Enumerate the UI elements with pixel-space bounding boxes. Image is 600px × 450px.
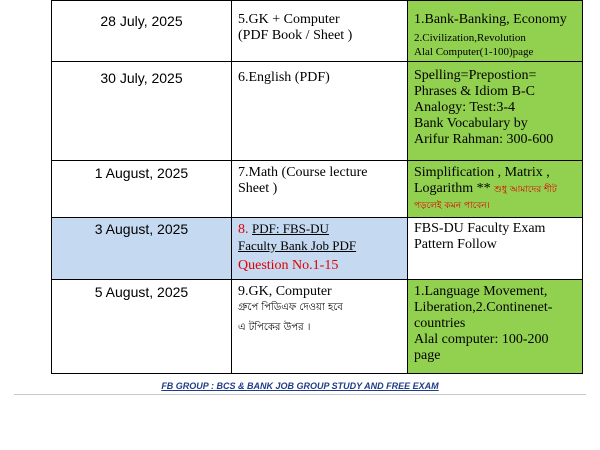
date-cell: 1 August, 2025 — [52, 161, 232, 218]
table-row — [52, 62, 583, 161]
date-cell: 5 August, 2025 — [52, 280, 232, 374]
table-row — [52, 161, 583, 218]
topic-line: Pattern Follow — [414, 237, 497, 252]
table-row — [52, 280, 583, 374]
material-line: 9.GK, Computer — [238, 284, 332, 299]
topic-line: Analogy: Test:3-4 — [414, 100, 516, 115]
material-cell — [232, 62, 408, 161]
topic-cell — [408, 218, 583, 280]
topic-cell — [408, 1, 583, 62]
material-cell — [232, 161, 408, 218]
topic-cell — [408, 62, 583, 161]
topic-line: page — [414, 348, 441, 363]
topic-cell — [408, 161, 583, 218]
table-row — [52, 218, 583, 280]
topic-text: Logarithm ** — [414, 181, 491, 196]
date-cell: 3 August, 2025 — [52, 218, 232, 280]
material-number: 8. — [238, 222, 249, 237]
topic-cell — [408, 280, 583, 374]
topic-line: Liberation,2.Continenet- — [414, 300, 553, 315]
material-cell — [232, 218, 408, 280]
topic-line: 1.Bank-Banking, Economy — [414, 12, 567, 27]
topic-note-bengali: শুধু আমাদের শীট — [494, 185, 557, 195]
topic-line-mixed — [414, 181, 576, 198]
topic-line: countries — [414, 316, 466, 331]
topic-line: Bank Vocabulary by — [414, 116, 528, 131]
date-cell: 30 July, 2025 — [52, 62, 232, 161]
topic-line: Alal Computer(1-100)page — [414, 46, 534, 58]
topic-line: FBS-DU Faculty Exam — [414, 221, 546, 236]
material-line: Sheet ) — [238, 181, 278, 196]
material-cell — [232, 280, 408, 374]
topic-line: Simplification , Matrix , — [414, 165, 550, 180]
topic-line: Alal computer: 100-200 — [414, 332, 549, 347]
topic-line: 2.Civilization,Revolution — [414, 32, 526, 44]
material-line: (PDF Book / Sheet ) — [238, 28, 353, 43]
topic-line: Phrases & Idiom B-C — [414, 84, 535, 99]
topic-line: Arifur Rahman: 300-600 — [414, 132, 554, 147]
material-cell — [232, 1, 408, 62]
topic-note-bengali: পড়লেই কমন পাবেন। — [414, 201, 490, 211]
material-line-bengali: গ্রুপে পিডিএফ দেওয়া হবে — [238, 302, 343, 313]
schedule-table — [51, 0, 583, 374]
topic-line: 1.Language Movement, — [414, 284, 548, 299]
table-row — [52, 1, 583, 62]
topic-line: Spelling=Prepostion= — [414, 68, 537, 83]
material-line: 6.English (PDF) — [238, 70, 330, 85]
material-line: 7.Math (Course lecture — [238, 165, 368, 180]
material-line: 5.GK + Computer — [238, 12, 340, 27]
footer-banner: FB GROUP : BCS & BANK JOB GROUP STUDY AND FREE EXAM — [14, 378, 586, 395]
date-cell: 28 July, 2025 — [52, 1, 232, 62]
material-line-bengali: এ টপিকের উপর । — [238, 322, 311, 333]
material-line: Question No.1-15 — [238, 258, 339, 273]
material-line: Faculty Bank Job PDF — [238, 238, 357, 253]
material-line: PDF: FBS-DU — [252, 221, 329, 236]
